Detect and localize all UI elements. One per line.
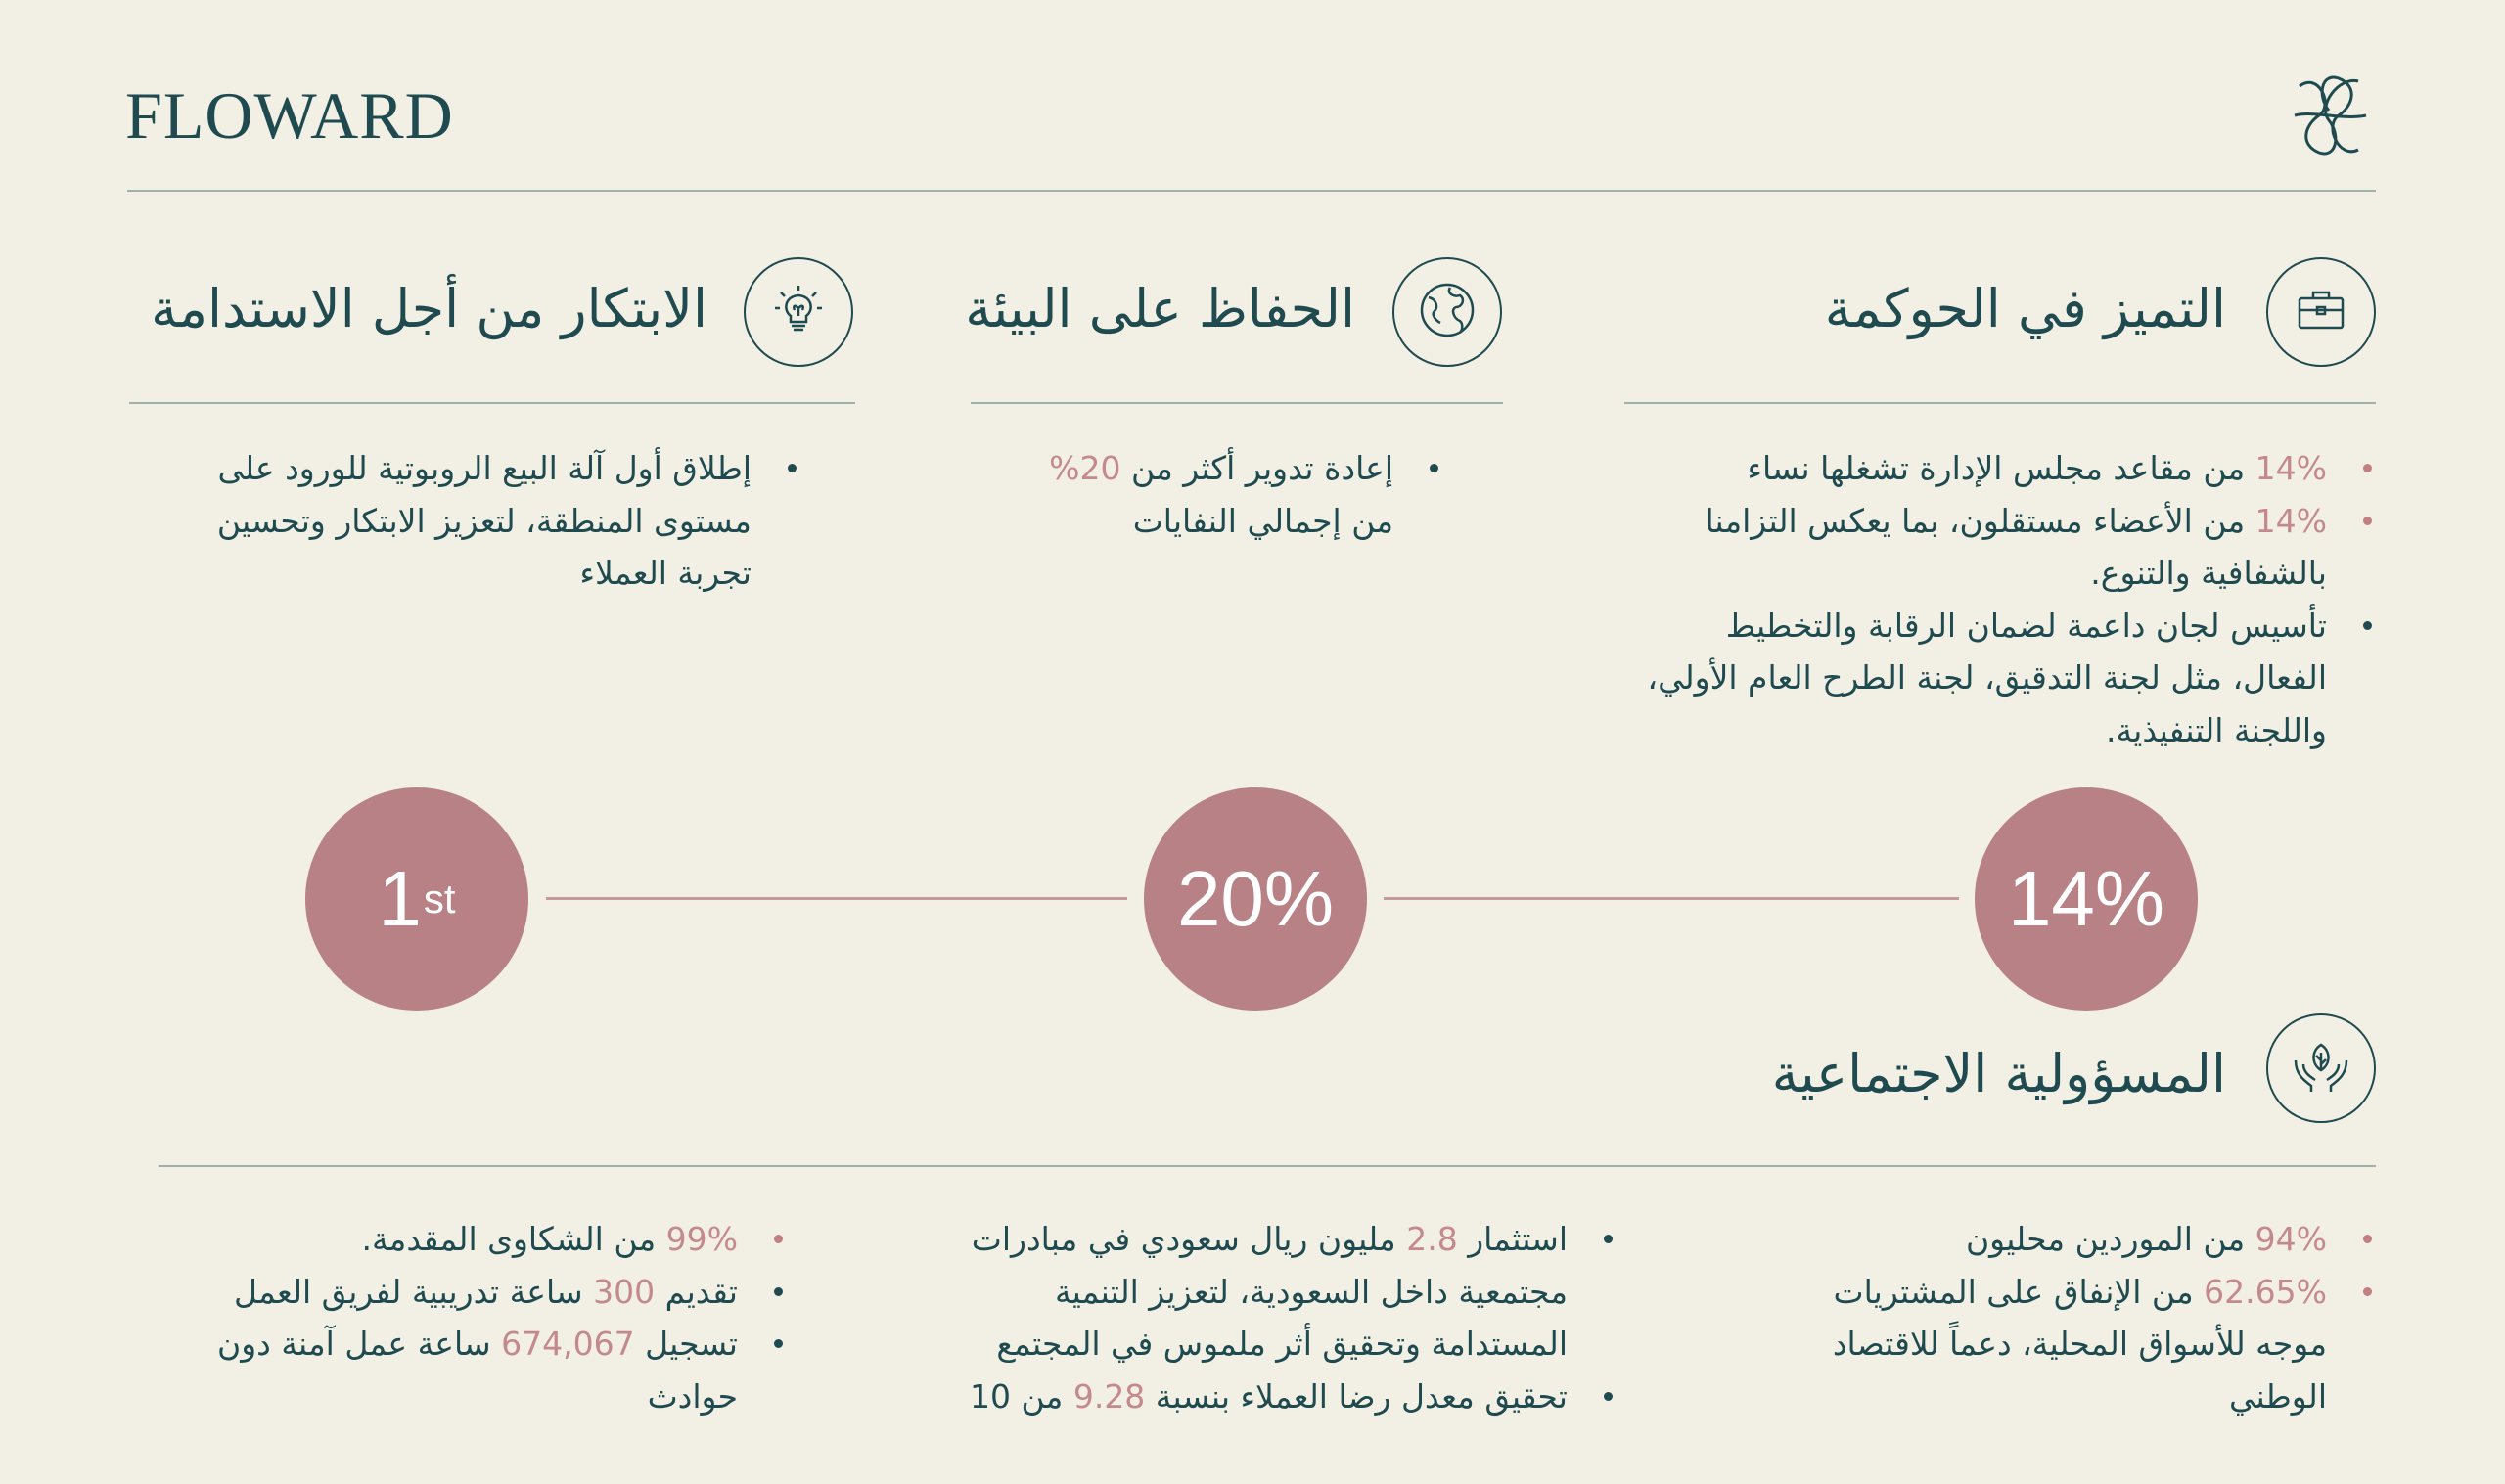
social-list-2 — [908, 1213, 1613, 1422]
social-item: استثمار 2.8 مليون ريال سعودي في مبادرات مجتمعية داخل السعودية، لتعزيز التنمية المستدامة وتحقيق أثر ملموس في المجتمع — [908, 1213, 1613, 1371]
innovation-divider — [129, 402, 855, 404]
innovation-icon-ring — [744, 257, 853, 367]
social-icon-ring — [2266, 1013, 2376, 1123]
environment-item: إعادة تدوير أكثر من 20% من إجمالي النفايات — [1047, 442, 1438, 547]
hands-plant-icon — [2290, 1035, 2352, 1102]
social-list-1 — [1765, 1213, 2372, 1422]
briefcase-icon — [2294, 283, 2348, 341]
header-divider — [127, 190, 2376, 192]
environment-title: الحفاظ على البيئة — [965, 278, 1355, 339]
social-title: المسؤولية الاجتماعية — [1771, 1043, 2226, 1104]
stat-second-value: 20% — [1176, 855, 1335, 942]
social-item: 62.65% من الإنفاق على المشتريات موجه للأسواق المحلية، دعماً للاقتصاد الوطني — [1765, 1266, 2372, 1423]
governance-item: 14% من مقاعد مجلس الإدارة تشغلها نساء — [1638, 442, 2372, 495]
stat-second-circle — [1144, 787, 1367, 1011]
social-item: 94% من الموردين محليون — [1765, 1213, 2372, 1266]
innovation-title: الابتكار من أجل الاستدامة — [151, 278, 707, 339]
governance-icon-ring — [2266, 257, 2376, 367]
environment-icon-ring — [1392, 257, 1502, 367]
environment-divider — [971, 402, 1503, 404]
lightbulb-icon — [771, 283, 826, 341]
stats-connector-right — [1384, 897, 1959, 900]
brand-logo: FLOWARD — [125, 78, 454, 153]
governance-list — [1638, 442, 2372, 756]
globe-icon — [1417, 280, 1478, 344]
governance-item: تأسيس لجان داعمة لضمان الرقابة والتخطيط الفعال، مثل لجنة التدقيق، لجنة الطرح العام الأولي، واللجنة التنفيذية. — [1638, 600, 2372, 757]
governance-title: التميز في الحوكمة — [1824, 278, 2226, 339]
stat-first-value: 1 — [378, 855, 422, 942]
stat-first-suffix: st — [423, 876, 456, 922]
stat-first-circle — [305, 787, 528, 1011]
social-item: 99% من الشكاوى المقدمة. — [157, 1213, 783, 1266]
governance-divider — [1624, 402, 2376, 404]
innovation-list — [200, 442, 797, 600]
social-item: تقديم 300 ساعة تدريبية لفريق العمل — [157, 1266, 783, 1319]
environment-list — [1047, 442, 1438, 547]
innovation-item: إطلاق أول آلة البيع الروبوتية للورود على مستوى المنطقة، لتعزيز الابتكار وتحسين تجربة العملاء — [200, 442, 797, 600]
social-divider — [159, 1165, 2376, 1167]
social-item: تسجيل 674,067 ساعة عمل آمنة دون حوادث — [157, 1318, 783, 1422]
stats-connector-left — [546, 897, 1127, 900]
stat-third-circle — [1975, 787, 2198, 1011]
stat-third-value: 14% — [2007, 855, 2165, 942]
social-item: تحقيق معدل رضا العملاء بنسبة 9.28 من 10 — [908, 1371, 1613, 1423]
social-list-3 — [157, 1213, 783, 1422]
brand-monogram-icon — [2280, 67, 2378, 164]
governance-item: 14% من الأعضاء مستقلون، بما يعكس التزامنا بالشفافية والتنوع. — [1638, 495, 2372, 600]
